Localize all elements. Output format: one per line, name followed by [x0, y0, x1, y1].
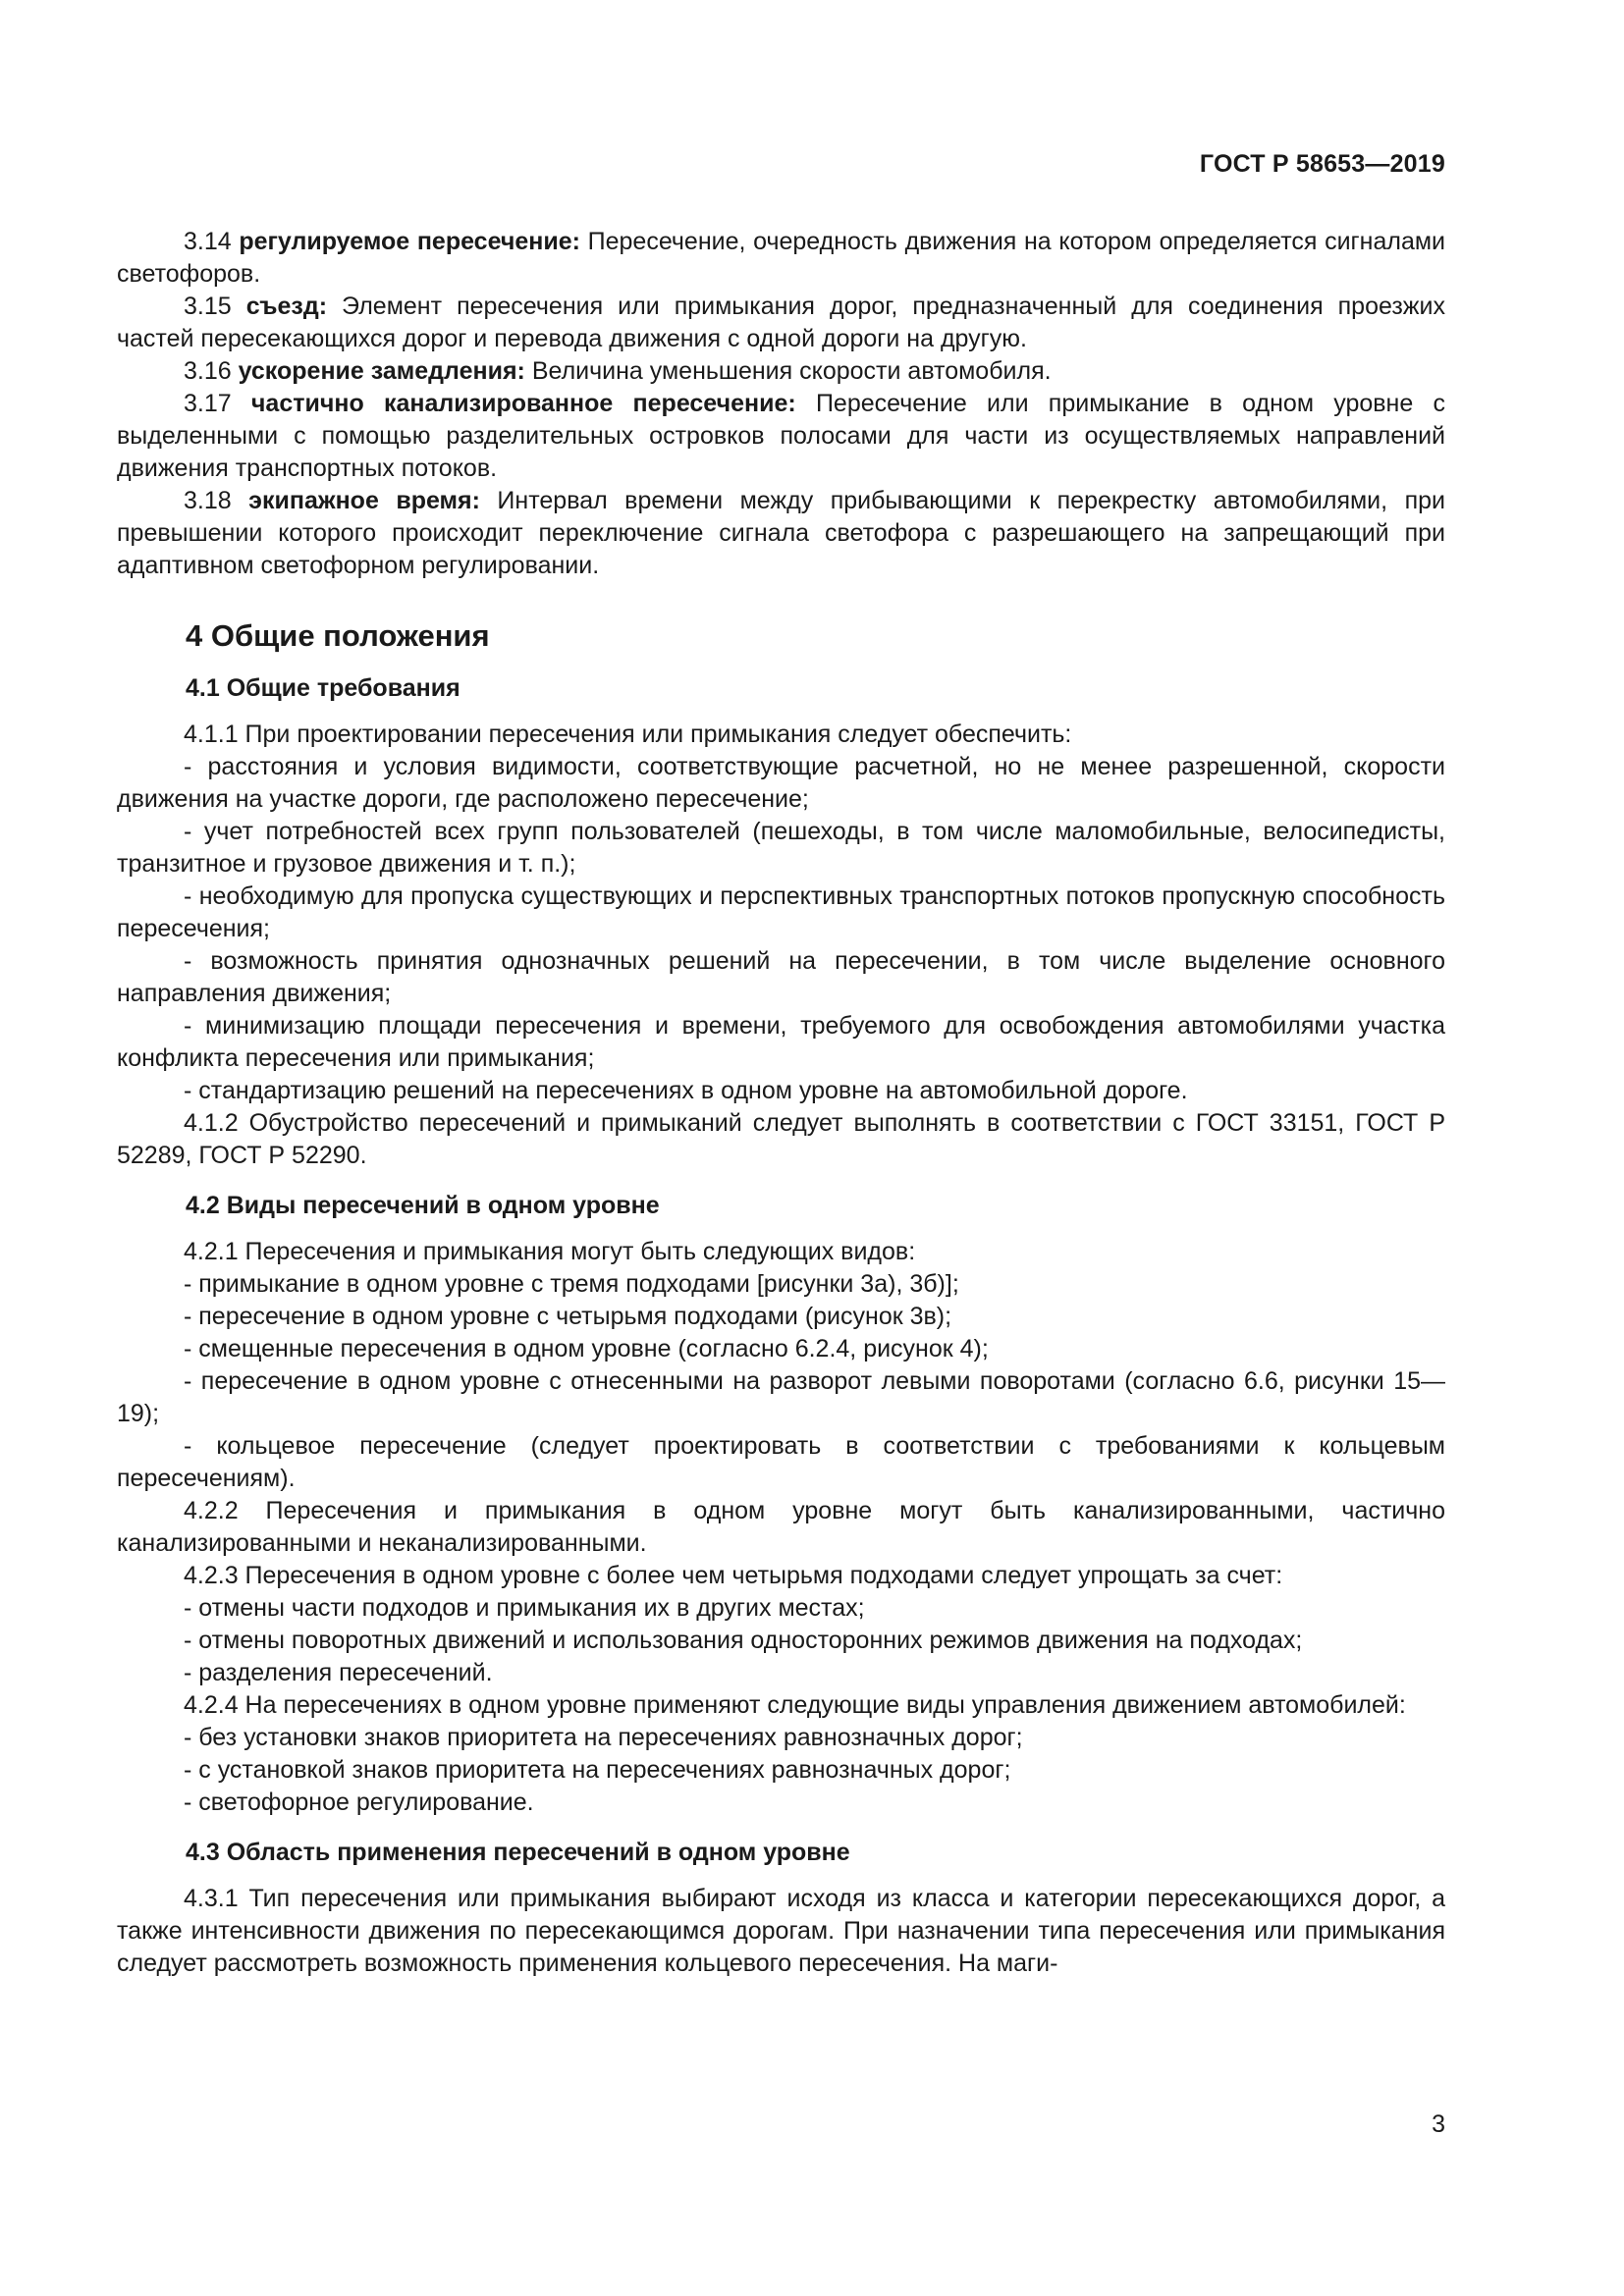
term-paragraph-3-15 — [117, 291, 1445, 355]
term-name: экипажное время: — [248, 487, 480, 514]
paragraph: 4.1.1 При проектировании пересечения или примыкания следует обеспечить: — [184, 721, 1072, 748]
term-number: 3.14 — [184, 228, 232, 255]
subsection-4-2-heading: 4.2 Виды пересечений в одном уровне — [186, 1192, 660, 1219]
term-definition: Интервал времени между прибывающими к перекрестку автомобилями, при превышении которого происходит переключение сигнала светофора с разрешающего на запрещающий при адаптивном светофорном регулировании. — [117, 487, 1445, 579]
list-item: - отмены части подходов и примыкания их в других местах; — [184, 1594, 865, 1622]
paragraph: 4.2.3 Пересечения в одном уровне с более чем четырьмя подходами следует упрощать за счет: — [184, 1562, 1283, 1589]
list-item: - смещенные пересечения в одном уровне (согласно 6.2.4, рисунок 4); — [184, 1335, 989, 1362]
term-definition: Величина уменьшения скорости автомобиля. — [524, 357, 1052, 385]
term-definition: Элемент пересечения или примыкания дорог, предназначенный для соединения проезжих частей пересекающихся дорог и перевода движения с одной дороги на другую. — [117, 293, 1445, 352]
list-item: - расстояния и условия видимости, соответствующие расчетной, но не менее разрешенной, скорости движения на участке дороги, где расположено пересечение; — [117, 753, 1445, 813]
term-definition: Пересечение, очередность движения на котором определяется сигналами светофоров. — [117, 228, 1446, 288]
list-item: - примыкание в одном уровне с тремя подходами [рисунки 3а), 3б)]; — [184, 1270, 959, 1298]
term-definition: Пересечение или примыкание в одном уровне с выделенными с помощью разделительных островков полосами для части из осуществляемых направлений движения транспортных потоков. — [117, 390, 1446, 482]
list-item: - возможность принятия однозначных решений на пересечении, в том числе выделение основного направления движения; — [117, 947, 1445, 1007]
term-name: частично канализированное пересечение: — [250, 390, 796, 417]
list-item: - отмены поворотных движений и использования односторонних режимов движения на подходах; — [184, 1627, 1303, 1654]
paragraph: 4.2.2 Пересечения и примыкания в одном уровне могут быть канализированными, частично канализированными и неканализированными. — [117, 1497, 1445, 1557]
subsection-4-1-heading: 4.1 Общие требования — [186, 674, 460, 702]
term-name: съезд: — [245, 293, 328, 320]
list-item: - учет потребностей всех групп пользователей (пешеходы, в том числе маломобильные, велосипедисты, транзитное и грузовое движения и т. п.); — [117, 818, 1445, 878]
list-item: - необходимую для пропуска существующих и перспективных транспортных потоков пропускную способность пересечения; — [117, 882, 1445, 942]
term-paragraph-3-18 — [117, 485, 1445, 582]
list-item: - кольцевое пересечение (следует проектировать в соответствии с требованиями к кольцевым пересечениям). — [117, 1432, 1445, 1492]
term-paragraph-3-14 — [117, 226, 1445, 291]
page-number: 3 — [1432, 2110, 1445, 2138]
term-number: 3.15 — [184, 293, 232, 320]
document-body — [117, 226, 1445, 1980]
term-paragraph-3-16 — [117, 355, 1445, 388]
term-number: 3.16 — [184, 357, 232, 385]
term-paragraph-3-17 — [117, 388, 1445, 485]
list-item: - стандартизацию решений на пересечениях в одном уровне на автомобильной дороге. — [184, 1077, 1188, 1104]
list-item: - минимизацию площади пересечения и времени, требуемого для освобождения автомобилями участка конфликта пересечения или примыкания; — [117, 1012, 1445, 1072]
list-item: - с установкой знаков приоритета на пересечениях равнозначных дорог; — [184, 1756, 1011, 1784]
paragraph: 4.2.1 Пересечения и примыкания могут быть следующих видов: — [184, 1238, 916, 1265]
list-item: - пересечение в одном уровне с четырьмя подходами (рисунок 3в); — [184, 1303, 952, 1330]
list-item: - пересечение в одном уровне с отнесенными на разворот левыми поворотами (согласно 6.6, рисунки 15—19); — [117, 1367, 1445, 1427]
document-code-header: ГОСТ Р 58653—2019 — [1199, 150, 1445, 178]
paragraph: 4.1.2 Обустройство пересечений и примыканий следует выполнять в соответствии с ГОСТ 33151, ГОСТ Р 52289, ГОСТ Р 52290. — [117, 1109, 1445, 1169]
paragraph: 4.3.1 Тип пересечения или примыкания выбирают исходя из класса и категории пересекающихся дорог, а также интенсивности движения по пересекающимся дорогам. При назначении типа пересечения или примыкания следует рассмотреть возможность применения кольцевого пересечения. На маги- — [117, 1885, 1445, 1977]
term-name: ускорение замедления: — [238, 357, 525, 385]
section-4-heading: 4 Общие положения — [186, 618, 490, 653]
list-item: - разделения пересечений. — [184, 1659, 493, 1686]
list-item: - светофорное регулирование. — [184, 1789, 534, 1816]
term-name: регулируемое пересечение: — [239, 228, 580, 255]
subsection-4-3-heading: 4.3 Область применения пересечений в одном уровне — [186, 1839, 850, 1866]
paragraph: 4.2.4 На пересечениях в одном уровне применяют следующие виды управления движением автомобилей: — [184, 1691, 1406, 1719]
term-number: 3.17 — [184, 390, 232, 417]
list-item: - без установки знаков приоритета на пересечениях равнозначных дорог; — [184, 1724, 1023, 1751]
term-number: 3.18 — [184, 487, 232, 514]
